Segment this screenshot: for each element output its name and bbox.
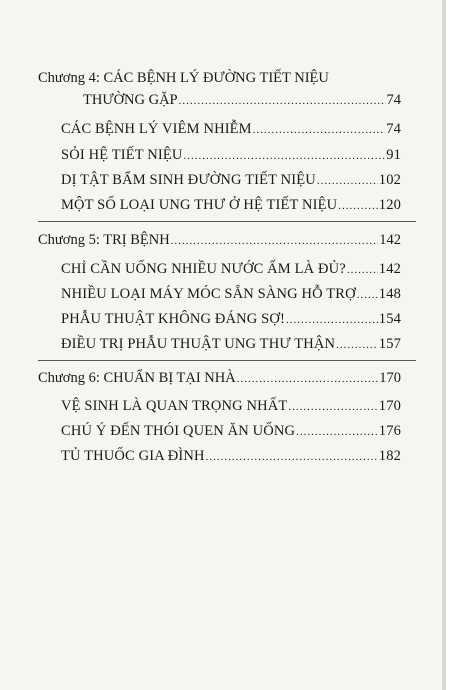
section-title: SỎI HỆ TIẾT NIỆU (61, 147, 183, 163)
dot-leader (347, 264, 378, 276)
section-entry (61, 261, 401, 278)
dot-leader (288, 401, 377, 413)
section-entry (61, 423, 401, 440)
dot-leader (237, 373, 379, 385)
page-number: 91 (386, 147, 401, 163)
section-title: CÁC BỆNH LÝ VIÊM NHIỄM (61, 121, 252, 137)
section-entry (61, 286, 401, 303)
section-entry (61, 147, 401, 164)
section-entry (61, 121, 401, 138)
page-number: 157 (378, 336, 401, 352)
dot-leader (183, 150, 385, 162)
section-entry (61, 336, 401, 353)
section-title: PHẪU THUẬT KHÔNG ĐÁNG SỢ! (61, 311, 285, 327)
page-number: 142 (379, 232, 401, 248)
dot-leader (336, 339, 378, 351)
page-number: 176 (378, 423, 401, 439)
chapter-4-heading (38, 70, 329, 87)
page-number: 148 (378, 286, 401, 302)
page-number: 74 (386, 92, 401, 108)
section-entry (61, 197, 401, 214)
page-number: 74 (386, 121, 401, 137)
section-entry (61, 172, 401, 189)
section-title: ĐIỀU TRỊ PHẪU THUẬT UNG THƯ THẬN (61, 336, 336, 352)
dot-leader (338, 200, 378, 212)
dot-leader (286, 314, 378, 326)
chapter-4-heading-continued (83, 92, 401, 109)
chapter-title: Chương 6: CHUẨN BỊ TẠI NHÀ (38, 370, 236, 386)
chapter-divider (38, 360, 416, 361)
dot-leader (317, 175, 378, 187)
page-number: 102 (378, 172, 401, 188)
chapter-5-heading (38, 232, 401, 249)
page-number: 170 (378, 398, 401, 414)
chapter-title: Chương 5: TRỊ BỆNH (38, 232, 170, 248)
section-title: VỆ SINH LÀ QUAN TRỌNG NHẤT (61, 398, 288, 414)
dot-leader (179, 95, 386, 107)
section-entry (61, 448, 401, 465)
dot-leader (171, 235, 379, 247)
page-number: 182 (378, 448, 401, 464)
dot-leader (296, 426, 378, 438)
chapter-title: Chương 4: CÁC BỆNH LÝ ĐƯỜNG TIẾT NIỆU (38, 70, 329, 86)
section-entry (61, 311, 401, 328)
section-title: CHÚ Ý ĐẾN THÓI QUEN ĂN UỐNG (61, 423, 296, 439)
section-title: TỦ THUỐC GIA ĐÌNH (61, 448, 205, 464)
chapter-6-heading (38, 370, 401, 387)
section-title: CHỈ CẦN UỐNG NHIỀU NƯỚC ẤM LÀ ĐỦ? (61, 261, 346, 277)
dot-leader (206, 451, 378, 463)
section-title: NHIỀU LOẠI MÁY MÓC SẴN SÀNG HỖ TRỢ (61, 286, 356, 302)
section-title: MỘT SỐ LOẠI UNG THƯ Ở HỆ TIẾT NIỆU (61, 197, 338, 213)
dot-leader (357, 289, 378, 301)
page-spine-edge (442, 0, 446, 690)
dot-leader (253, 124, 385, 136)
page-number: 154 (378, 311, 401, 327)
chapter-title-continued: THƯỜNG GẶP (83, 92, 178, 108)
chapter-divider (38, 221, 416, 222)
section-entry (61, 398, 401, 415)
page-number: 120 (378, 197, 401, 213)
section-title: DỊ TẬT BẨM SINH ĐƯỜNG TIẾT NIỆU (61, 172, 316, 188)
page-number: 142 (378, 261, 401, 277)
page-number: 170 (379, 370, 401, 386)
